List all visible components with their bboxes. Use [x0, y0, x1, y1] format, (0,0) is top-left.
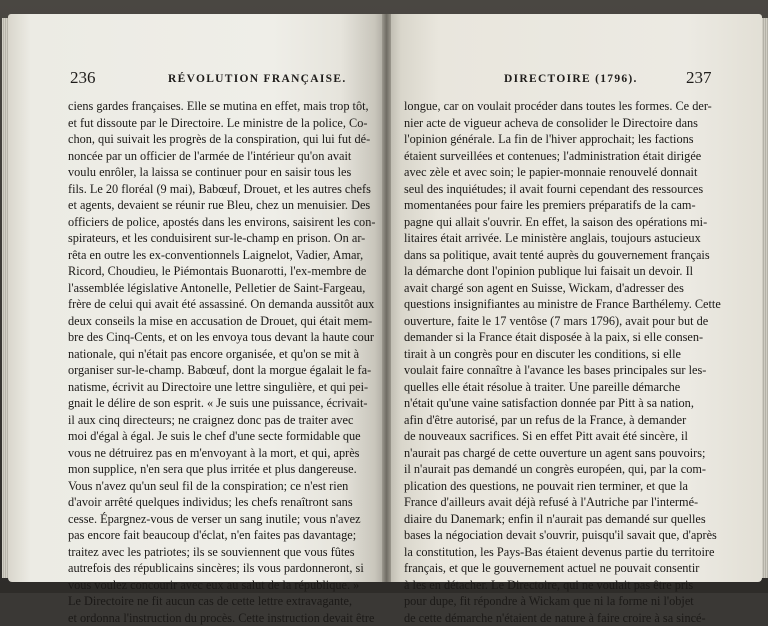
text-line: demander si la France était disposée à la paix, si elle consen- — [404, 329, 722, 346]
text-line: de nouveaux sacrifices. Si en effet Pitt avait été sincère, il — [404, 428, 722, 445]
text-line: avait chargé son agent en Suisse, Wickam, d'adresser des — [404, 280, 722, 297]
text-line: fils. Le 20 floréal (9 mai), Babœuf, Drouet, et les autres chefs — [68, 181, 383, 198]
text-line: pas encore fait beaucoup d'éclat, n'en faites pas davantage; — [68, 527, 383, 544]
text-line: et agents, devaient se réunir rue Bleu, chez un menuisier. Des — [68, 197, 383, 214]
text-line: il n'aurait pas demandé un congrès européen, qui, par la com- — [404, 461, 722, 478]
text-line: noncée par un officier de l'armée de l'intérieur qu'on avait — [68, 148, 383, 165]
text-line: quelles elle était résolue à traiter. Une pareille démarche — [404, 379, 722, 396]
text-line: Vous n'avez qu'un seul fil de la conspiration; ce n'est rien — [68, 478, 383, 495]
text-line: et fut dissoute par le Directoire. Le ministre de la police, Co- — [68, 115, 383, 132]
text-line: vous ne détruirez pas en m'envoyant à la mort, et qui, après — [68, 445, 383, 462]
text-line: d'avoir arrêté quelques individus; les chefs renaîtront sans — [68, 494, 383, 511]
text-line: n'était qu'une vaine satisfaction donnée par Pitt à sa nation, — [404, 395, 722, 412]
right-page-text — [404, 98, 722, 626]
left-page — [8, 14, 386, 582]
text-line: tirait à un congrès pour en discuter les conditions, si elle — [404, 346, 722, 363]
text-line: la démarche dont l'opinion publique lui faisait un devoir. Il — [404, 263, 722, 280]
text-line: mon supplice, n'en sera que plus irritée et plus dangereuse. — [68, 461, 383, 478]
text-line: longue, car on voulait procéder dans toutes les formes. Ce der- — [404, 98, 722, 115]
text-line: chon, qui suivait les progrès de la conspiration, qui lui fut dé- — [68, 131, 383, 148]
text-line: plication des questions, ne pouvait rien terminer, et que la — [404, 478, 722, 495]
text-line: ciens gardes françaises. Elle se mutina en effet, mais trop tôt, — [68, 98, 383, 115]
text-line: deux conseils la mise en accusation de Drouet, qui était mem- — [68, 313, 383, 330]
text-line: organiser sur-le-champ. Babœuf, dont la morgue égalait le fa- — [68, 362, 383, 379]
text-line: français, et que le gouvernement actuel ne pouvait consentir — [404, 560, 722, 577]
right-page — [386, 14, 762, 582]
left-page-text — [68, 98, 383, 626]
text-line: rêta en outre les ex-conventionnels Laignelot, Vadier, Amar, — [68, 247, 383, 264]
text-line: ouverture, faite le 17 ventôse (7 mars 1796), avait pour but de — [404, 313, 722, 330]
text-line: dans sa politique, avait tenté auprès du gouvernement français — [404, 247, 722, 264]
running-head: DIRECTOIRE (1796). — [504, 73, 638, 85]
text-line: l'opinion générale. La fin de l'hiver approchait; les factions — [404, 131, 722, 148]
page-number: 236 — [70, 68, 96, 88]
text-line: spirateurs, et les conduisirent sur-le-champ en prison. On ar- — [68, 230, 383, 247]
text-line: diaire du Danemark; enfin il n'aurait pas demandé sur quelles — [404, 511, 722, 528]
text-line: Le Directoire ne fit aucun cas de cette lettre extravagante, — [68, 593, 383, 610]
text-line: traitez avec les patriotes; ils se souviennent que vous fûtes — [68, 544, 383, 561]
running-head: RÉVOLUTION FRANÇAISE. — [168, 73, 347, 85]
text-line: momentanées pour faire les premiers préparatifs de la cam- — [404, 197, 722, 214]
text-line: questions insignifiantes au ministre de France Barthélemy. Cette — [404, 296, 722, 313]
text-line: nier acte de vigueur acheva de consolider le Directoire dans — [404, 115, 722, 132]
text-line: officiers de police, apostés dans les environs, saisirent les con- — [68, 214, 383, 231]
text-line: France d'ailleurs avait déjà refusé à l'Autriche par l'intermé- — [404, 494, 722, 511]
text-line: à les en détacher. Le Directoire, qui ne voulait pas être pris — [404, 577, 722, 594]
text-line: afin d'être autorisé, par un refus de la France, à demander — [404, 412, 722, 429]
text-line: cesse. Épargnez-vous de verser un sang inutile; vous n'avez — [68, 511, 383, 528]
text-line: vous voulez concourir avec eux au salut de la république. » — [68, 577, 383, 594]
text-line: avec zèle et avec soin; le papier-monnaie renouvelé donnait — [404, 164, 722, 181]
text-line: Ricord, Choudieu, le Piémontais Buonarotti, l'ex-membre de — [68, 263, 383, 280]
text-line: frère de celui qui avait été assassiné. On demanda aussitôt aux — [68, 296, 383, 313]
text-line: de cette démarche n'étaient de nature à faire croire à sa sincé- — [404, 610, 722, 626]
text-line: bases la négociation devait s'ouvrir, puisqu'il savait que, d'après — [404, 527, 722, 544]
text-line: litaires était arrivée. Le ministère anglais, toujours astucieux — [404, 230, 722, 247]
text-line: autrefois des républicains sincères; ils vous pardonneront, si — [68, 560, 383, 577]
text-line: l'assemblée législative Antonelle, Pelletier de Saint-Fargeau, — [68, 280, 383, 297]
text-line: la constitution, les Pays-Bas étaient devenus partie du territoire — [404, 544, 722, 561]
text-line: pour dupe, fit répondre à Wickam que ni la forme ni l'objet — [404, 593, 722, 610]
text-line: bre des Cinq-Cents, et on les envoya tous devant la haute cour — [68, 329, 383, 346]
text-line: et ordonna l'instruction du procès. Cette instruction devait être — [68, 610, 383, 626]
text-line: seul des inquiétudes; il avait fourni cependant des ressources — [404, 181, 722, 198]
book-gutter — [382, 14, 391, 582]
text-line: il aux cinq directeurs; ne craignez donc pas de traiter avec — [68, 412, 383, 429]
text-line: voulait faire connaître à l'avance les bases principales sur les- — [404, 362, 722, 379]
text-line: n'aurait pas chargé de cette ouverture un agent sans pouvoirs; — [404, 445, 722, 462]
text-line: étaient surveillées et contenues; l'administration était dirigée — [404, 148, 722, 165]
text-line: pagne qui allait s'ouvrir. En effet, la saison des opérations mi- — [404, 214, 722, 231]
text-line: voulu enrôler, la laissa se continuer pour en saisir tous les — [68, 164, 383, 181]
text-line: gnait le délire de son esprit. « Je suis une puissance, écrivait- — [68, 395, 383, 412]
page-number: 237 — [686, 68, 712, 88]
text-line: moi d'égal à égal. Je suis le chef d'une secte formidable que — [68, 428, 383, 445]
text-line: nationale, qui n'était pas encore organisée, et qu'on se mit à — [68, 346, 383, 363]
text-line: natisme, écrivit au Directoire une lettre singulière, et qui pei- — [68, 379, 383, 396]
